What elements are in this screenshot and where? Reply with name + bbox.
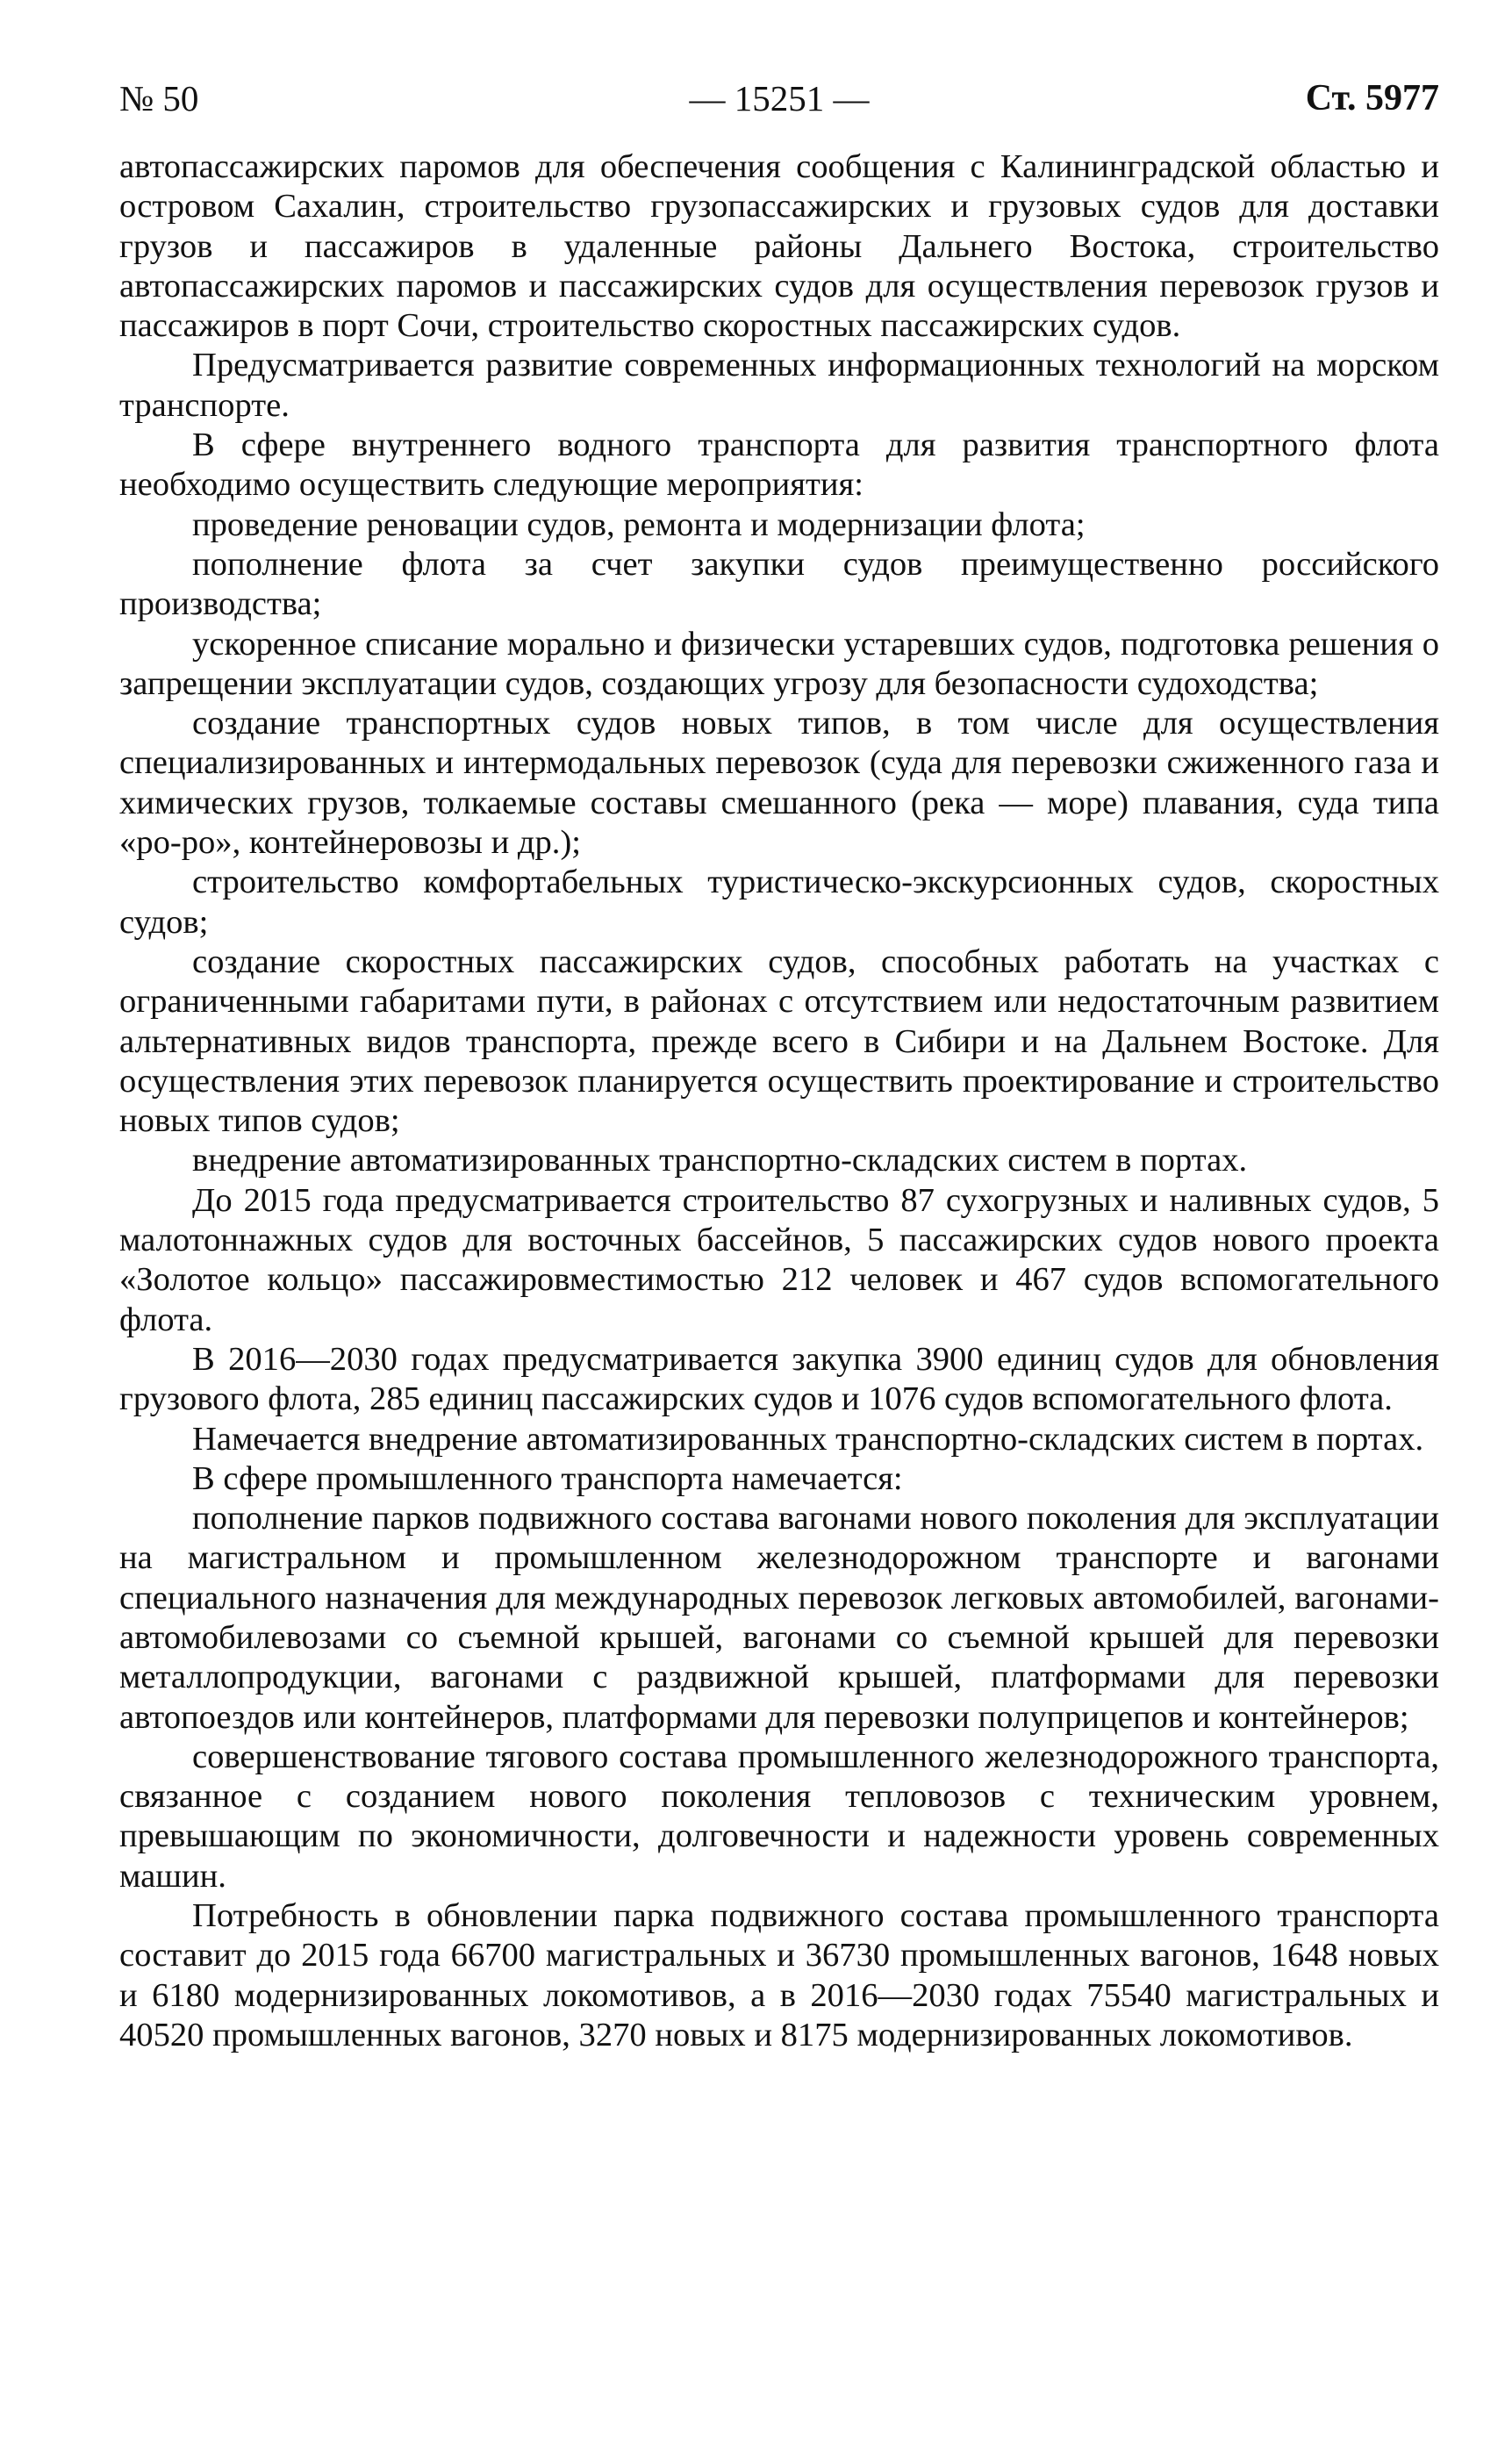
paragraph: Потребность в обновлении парка подвижного состава промышленного транспорта составит до 2015 года 66700 магистральных и 36730 промышленных вагонов, 1648 новых и 6180 модернизированных локомотивов, а в 2016—2030 годах 75540 магистральных и 40520 промышленных вагонов, 3270 новых и 8175 модернизированных локомотивов. bbox=[119, 1897, 1439, 2053]
list-item: совершенствование тягового состава промышленного железнодорожного транспорта, связанное с созданием нового поколения тепловозов с техническим уровнем, превышающим по экономичности, долговечности и надежности уровень современных машин. bbox=[119, 1738, 1439, 1895]
list-item: проведение реновации судов, ремонта и модернизации флота; bbox=[192, 505, 1086, 543]
paragraph: Предусматривается развитие современных информационных технологий на морском транспорте. bbox=[119, 347, 1439, 424]
list-item: создание транспортных судов новых типов, в том числе для осуществления специализированных и интермодальных перевозок (суда для перевозки сжиженного газа и химических грузов, толкаемые составы смешанного (река — море) плавания, суда типа «ро-ро», контейнеровозы и др.); bbox=[119, 705, 1439, 862]
list-item: пополнение парков подвижного состава вагонами нового поколения для эксплуатации на магистральном и промышленном железнодорожном транспорте и вагонами специального назначения для международных перевозок легковых автомобилей, вагонами-автомобилевозами со съемной крышей, вагонами со съемной крышей для перевозки металлопродукции, вагонами с раздвижной крышей, платформами для перевозки автопоездов или контейнеров, платформами для перевозки полуприцепов и контейнеров; bbox=[119, 1500, 1439, 1736]
list-item: ускоренное списание морально и физически устаревших судов, подготовка решения о запрещении эксплуатации судов, создающих угрозу для безопасности судоходства; bbox=[119, 625, 1439, 702]
paragraph: Намечается внедрение автоматизированных транспортно-складских систем в портах. bbox=[192, 1420, 1424, 1458]
paragraph: В сфере внутреннего водного транспорта для развития транспортного флота необходимо осуществить следующие мероприятия: bbox=[119, 426, 1439, 504]
page-number: — 15251 — bbox=[689, 78, 870, 118]
paragraph: До 2015 года предусматривается строительство 87 сухогрузных и наливных судов, 5 малотоннажных судов для восточных бассейнов, 5 пассажирских судов нового проекта «Золотое кольцо» пассажировместимостью 212 человек и 467 судов вспомогательного флота. bbox=[119, 1181, 1439, 1338]
list-item: пополнение флота за счет закупки судов преимущественно российского производства; bbox=[119, 545, 1439, 623]
paragraph: В 2016—2030 годах предусматривается закупка 3900 единиц судов для обновления грузового флота, 285 единиц пассажирских судов и 1076 судов вспомогательного флота. bbox=[119, 1340, 1439, 1418]
paragraph-continued: автопассажирских паромов для обеспечения сообщения с Калининградской областью и островом Сахалин, строительство грузопассажирских и грузовых судов для доставки грузов и пассажиров в удаленные районы Дальнего Востока, строительство автопассажирских паромов и пассажирских судов для осуществления перевозок грузов и пассажиров в порт Сочи, строительство скоростных пассажирских судов. bbox=[119, 148, 1439, 345]
list-item: внедрение автоматизированных транспортно-складских систем в портах. bbox=[192, 1142, 1248, 1179]
body-text bbox=[119, 147, 1439, 2055]
list-item: строительство комфортабельных туристическо-экскурсионных судов, скоростных судов; bbox=[119, 864, 1439, 941]
issue-number: № 50 bbox=[119, 78, 199, 118]
article-number: Ст. 5977 bbox=[1305, 78, 1439, 118]
page-header bbox=[119, 77, 1439, 130]
list-item: создание скоростных пассажирских судов, способных работать на участках с ограниченными габаритами пути, в районах с отсутствием или недостаточным развитием альтернативных видов транспорта, прежде всего в Сибири и на Дальнем Востоке. Для осуществления этих перевозок планируется осуществить проектирование и строительство новых типов судов; bbox=[119, 942, 1439, 1140]
paragraph: В сфере промышленного транспорта намечается: bbox=[192, 1459, 903, 1497]
